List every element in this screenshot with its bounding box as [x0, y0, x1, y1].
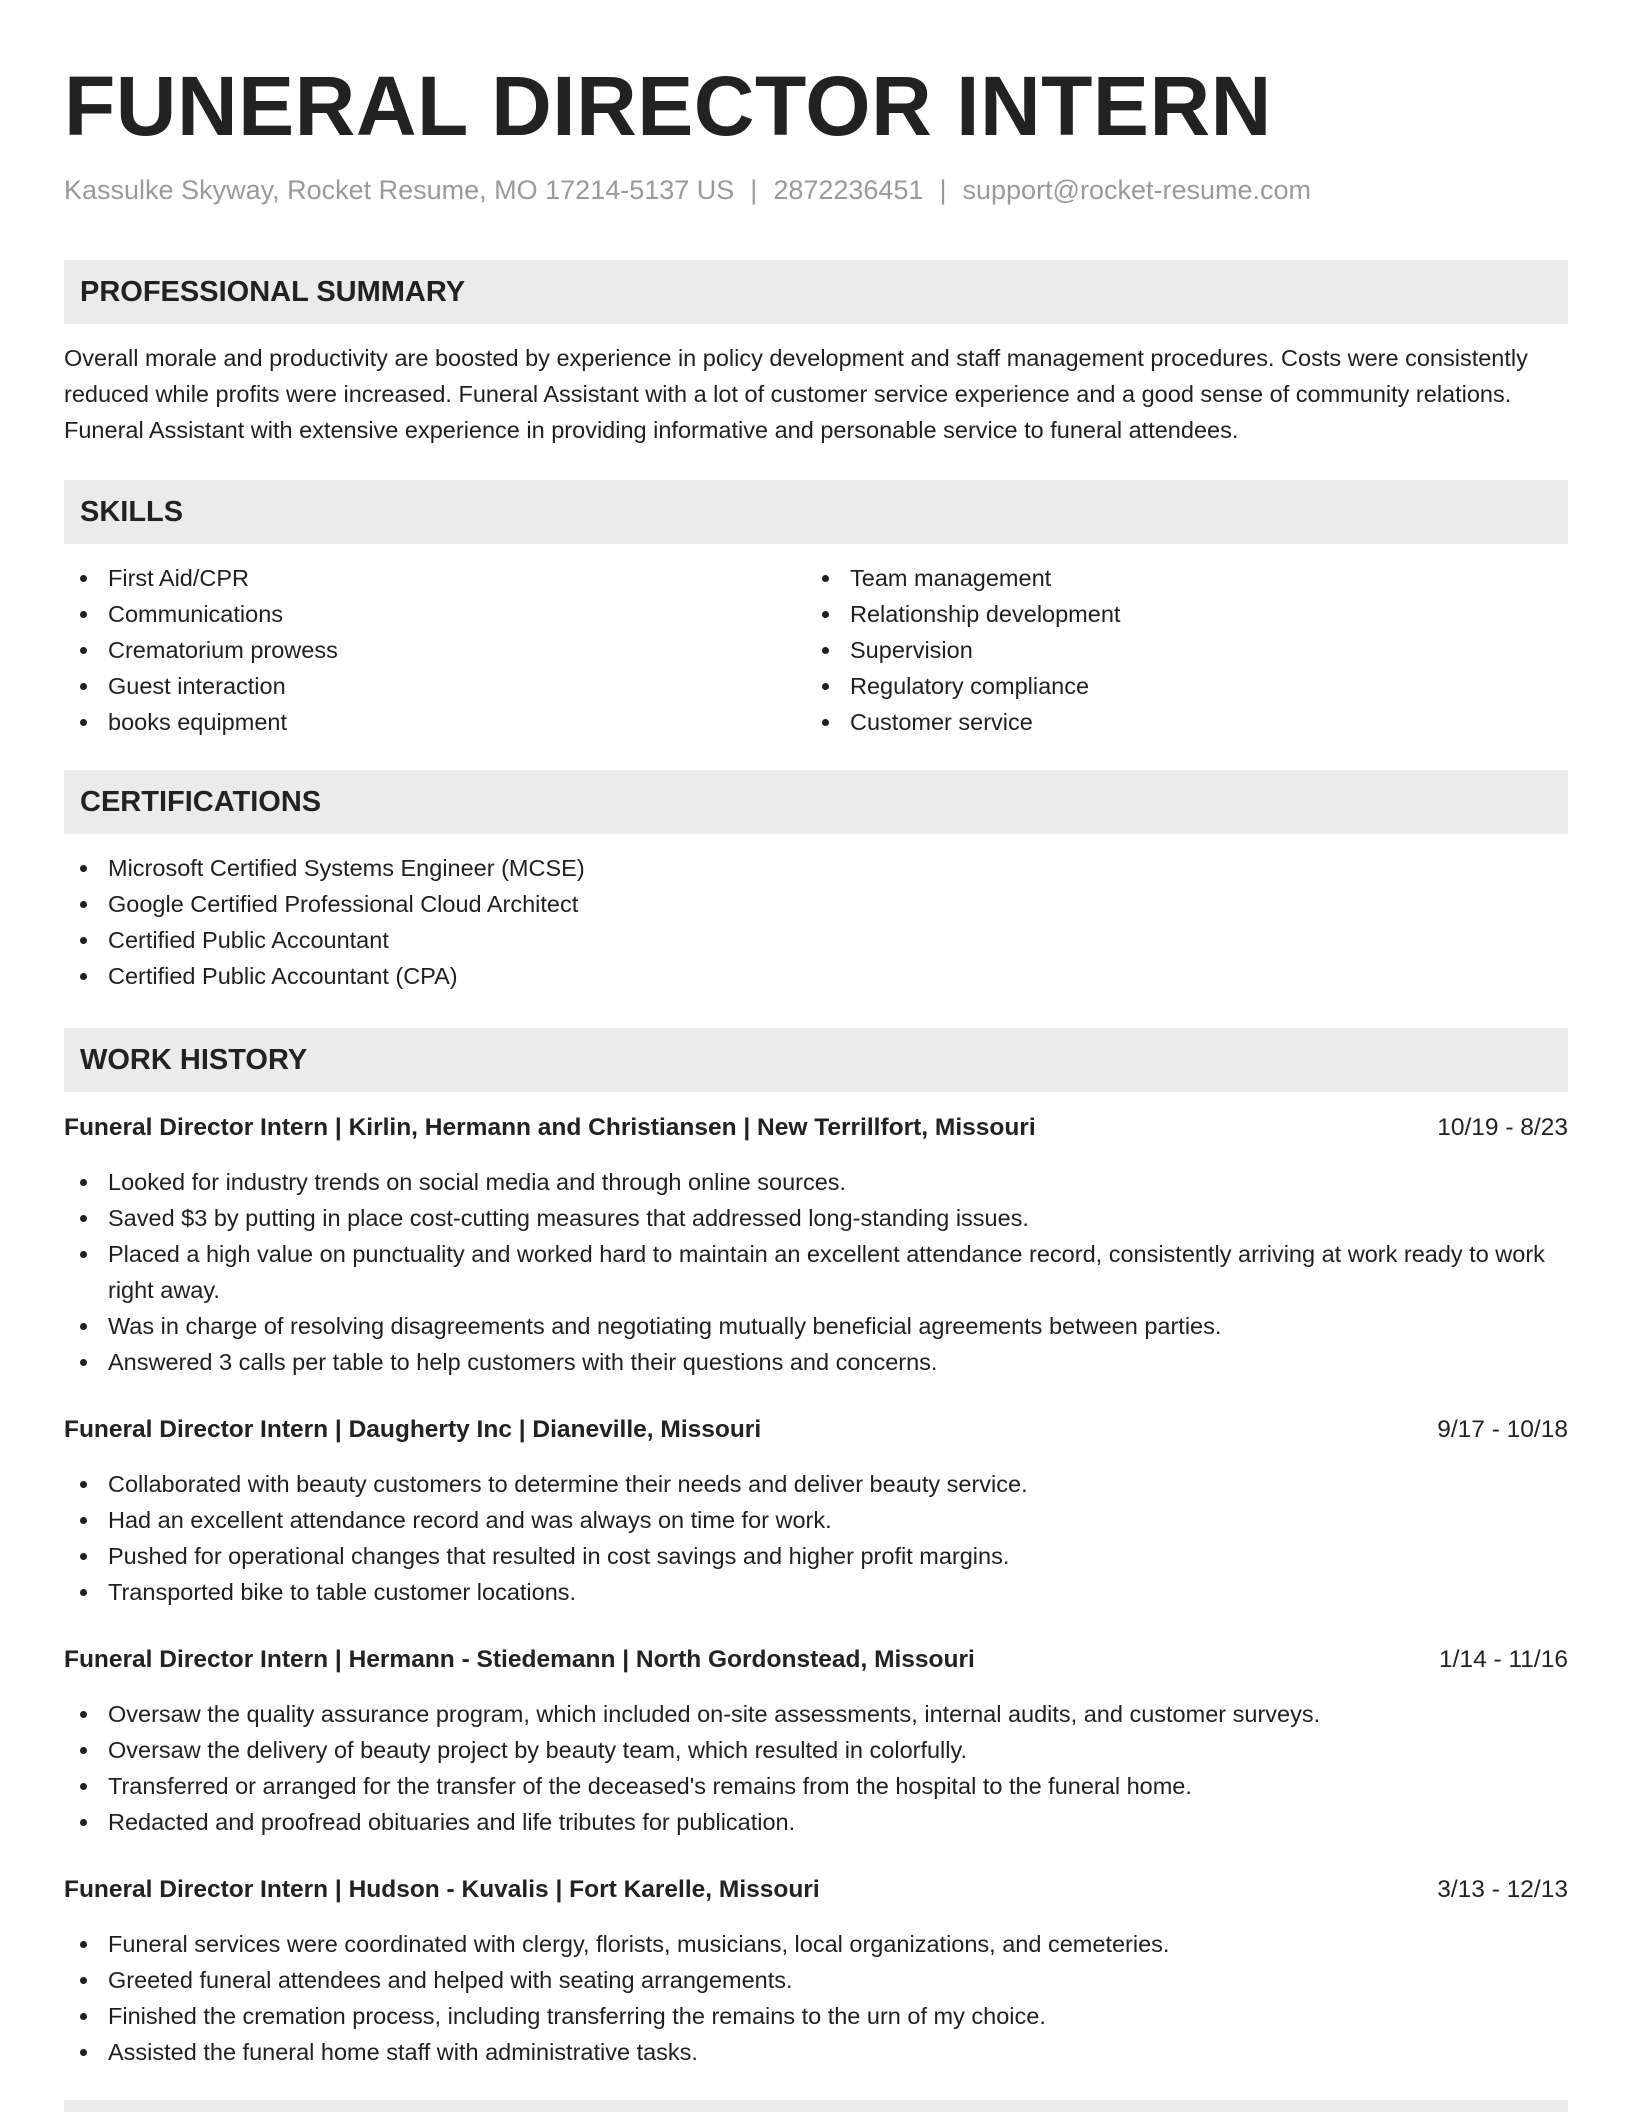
summary-section-title: PROFESSIONAL SUMMARY: [64, 260, 1568, 324]
job-bullet: Looked for industry trends on social media and through online sources.: [64, 1164, 1568, 1200]
certification-item: Certified Public Accountant: [64, 922, 1568, 958]
certification-item: Google Certified Professional Cloud Architect: [64, 886, 1568, 922]
contact-line: [64, 172, 1568, 208]
certification-item: Certified Public Accountant (CPA): [64, 958, 1568, 994]
skills-section-title: SKILLS: [64, 480, 1568, 544]
job-bullet: Saved $3 by putting in place cost-cutting measures that addressed long-standing issues.: [64, 1200, 1568, 1236]
job-dates: 1/14 - 11/16: [1439, 1646, 1568, 1673]
work-history-section-title: WORK HISTORY: [64, 1028, 1568, 1092]
job-dates: 9/17 - 10/18: [1437, 1416, 1568, 1443]
certifications-section-title: CERTIFICATIONS: [64, 770, 1568, 834]
job-title: Funeral Director Intern | Daugherty Inc | Dianeville, Missouri: [64, 1416, 762, 1443]
skills-columns: [64, 560, 1568, 740]
job-title: Funeral Director Intern | Kirlin, Hermann and Christiansen | New Terrillfort, Missouri: [64, 1114, 1036, 1141]
job-bullet: Collaborated with beauty customers to determine their needs and deliver beauty service.: [64, 1466, 1568, 1502]
job-header: [64, 1642, 1568, 1678]
job-bullet: Oversaw the delivery of beauty project by beauty team, which resulted in colorfully.: [64, 1732, 1568, 1768]
contact-separator: |: [750, 175, 758, 205]
job-bullets: [64, 1466, 1568, 1610]
job-title: Funeral Director Intern | Hudson - Kuvalis | Fort Karelle, Missouri: [64, 1876, 820, 1903]
contact-email: support@rocket-resume.com: [962, 175, 1312, 205]
job-bullet: Had an excellent attendance record and was always on time for work.: [64, 1502, 1568, 1538]
job-bullet: Was in charge of resolving disagreements and negotiating mutually beneficial agreements between parties.: [64, 1308, 1568, 1344]
job-dates: 10/19 - 8/23: [1437, 1114, 1568, 1141]
job-entry: [64, 1642, 1568, 1840]
summary-text: Overall morale and productivity are boosted by experience in policy development and staff management procedures. Costs were consistently reduced while profits were increased. Funeral Assistant with a lot of customer service experience and a good sense of community relations. Funeral Assistant with extensive experience in providing informative and personable service to funeral attendees.: [64, 345, 1528, 443]
job-bullet: Oversaw the quality assurance program, which included on-site assessments, internal audits, and customer surveys.: [64, 1696, 1568, 1732]
job-dates: 3/13 - 12/13: [1437, 1876, 1568, 1903]
job-bullet: Redacted and proofread obituaries and life tributes for publication.: [64, 1804, 1568, 1840]
job-bullet: Greeted funeral attendees and helped with seating arrangements.: [64, 1962, 1568, 1998]
skills-list-right: [806, 560, 1548, 740]
skill-item: Communications: [64, 596, 806, 632]
next-section-header-edge: [64, 2100, 1568, 2112]
resume-page: [64, 52, 1568, 2070]
contact-phone: 2872236451: [773, 175, 924, 205]
job-bullet: Finished the cremation process, including transferring the remains to the urn of my choice.: [64, 1998, 1568, 2034]
job-bullet: Funeral services were coordinated with clergy, florists, musicians, local organizations, and cemeteries.: [64, 1926, 1568, 1962]
skill-item: Regulatory compliance: [806, 668, 1548, 704]
job-bullets: [64, 1164, 1568, 1380]
job-header: [64, 1110, 1568, 1146]
job-bullet: Answered 3 calls per table to help customers with their questions and concerns.: [64, 1344, 1568, 1380]
job-header: [64, 1412, 1568, 1448]
skill-item: Customer service: [806, 704, 1548, 740]
job-bullet: Placed a high value on punctuality and worked hard to maintain an excellent attendance record, consistently arriving at work ready to work right away.: [64, 1236, 1568, 1308]
job-bullet: Pushed for operational changes that resulted in cost savings and higher profit margins.: [64, 1538, 1568, 1574]
job-entry: [64, 1872, 1568, 2070]
job-title: Funeral Director Intern | Hermann - Stiedemann | North Gordonstead, Missouri: [64, 1646, 975, 1673]
certification-item: Microsoft Certified Systems Engineer (MCSE): [64, 850, 1568, 886]
job-entry: [64, 1110, 1568, 1380]
contact-separator: |: [939, 175, 947, 205]
skills-list-left: [64, 560, 806, 740]
skill-item: Guest interaction: [64, 668, 806, 704]
job-bullet: Transferred or arranged for the transfer of the deceased's remains from the hospital to the funeral home.: [64, 1768, 1568, 1804]
candidate-name: FUNERAL DIRECTOR INTERN: [64, 59, 1272, 153]
skill-item: Crematorium prowess: [64, 632, 806, 668]
contact-address: Kassulke Skyway, Rocket Resume, MO 17214-5137 US: [64, 175, 735, 205]
job-bullets: [64, 1926, 1568, 2070]
job-bullet: Transported bike to table customer locations.: [64, 1574, 1568, 1610]
skill-item: Team management: [806, 560, 1548, 596]
skill-item: Supervision: [806, 632, 1548, 668]
job-header: [64, 1872, 1568, 1908]
job-bullets: [64, 1696, 1568, 1840]
job-entry: [64, 1412, 1568, 1610]
skill-item: books equipment: [64, 704, 806, 740]
skill-item: First Aid/CPR: [64, 560, 806, 596]
job-bullet: Assisted the funeral home staff with administrative tasks.: [64, 2034, 1568, 2070]
skill-item: Relationship development: [806, 596, 1548, 632]
certifications-list: [64, 850, 1568, 994]
